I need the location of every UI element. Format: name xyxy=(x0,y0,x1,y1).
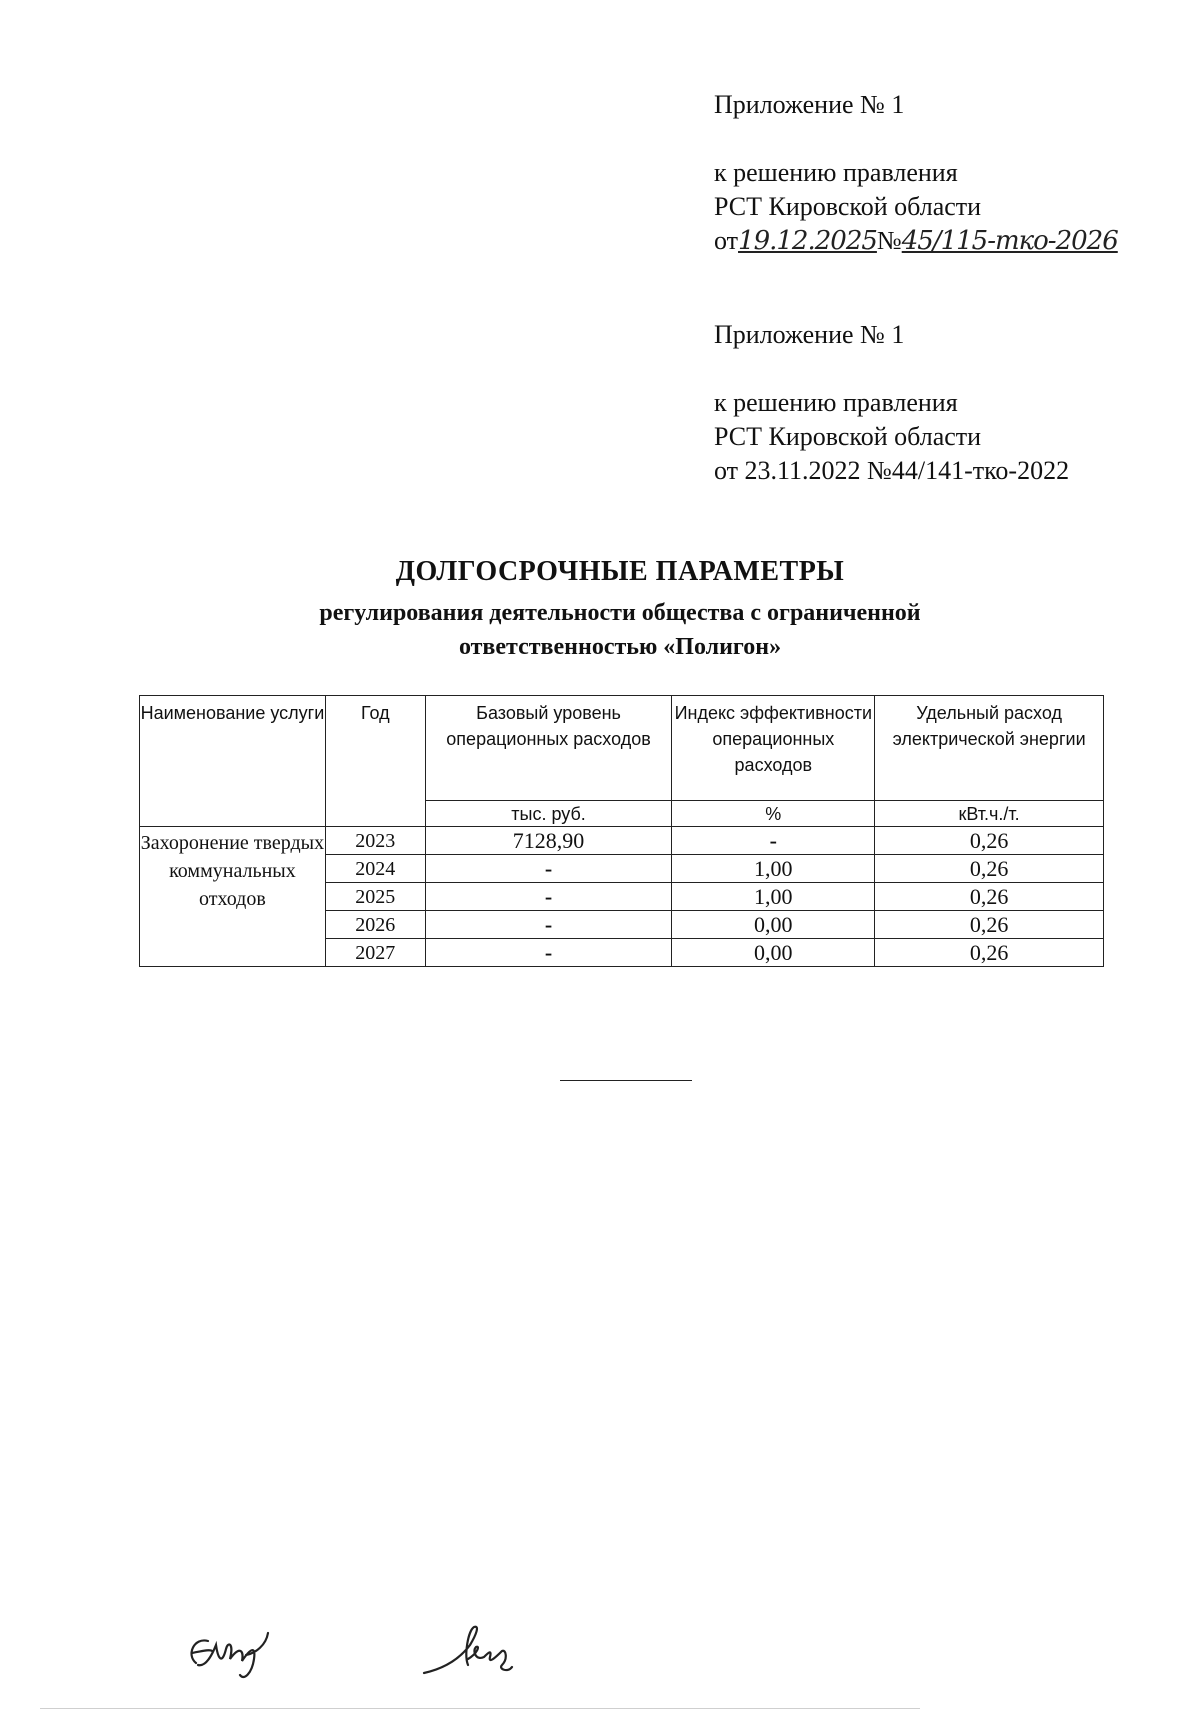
document-title: ДОЛГОСРОЧНЫЕ ПАРАМЕТРЫ xyxy=(395,556,845,587)
handwritten-number: 45/115-тко-2026 xyxy=(901,226,1118,256)
annex-date-number-line xyxy=(714,224,1118,258)
cell-base-level: - xyxy=(425,883,672,911)
cell-year: 2026 xyxy=(325,911,425,939)
cell-year: 2023 xyxy=(325,827,425,855)
parameters-table-wrap xyxy=(139,695,1104,967)
from-prefix: от xyxy=(714,226,739,255)
annex-date-number-line: от 23.11.2022 №44/141-тко-2022 xyxy=(714,456,1070,485)
cell-base-level: - xyxy=(425,911,672,939)
signature-first xyxy=(182,1615,292,1685)
cell-year: 2027 xyxy=(325,939,425,967)
annex-decision-line: к решению правления xyxy=(714,158,958,187)
cell-energy: 0,26 xyxy=(875,883,1104,911)
subtitle-line-1: регулирования деятельности общества с ограниченной xyxy=(319,600,921,626)
handwritten-date: 19.12.2025 xyxy=(738,226,877,256)
cell-efficiency-index: 0,00 xyxy=(672,939,875,967)
cell-efficiency-index: 0,00 xyxy=(672,911,875,939)
annex-title: Приложение № 1 xyxy=(714,320,905,349)
unit-efficiency-index: % xyxy=(672,801,875,827)
number-prefix: № xyxy=(876,226,902,255)
table-header-row xyxy=(140,696,1104,801)
subtitle-line-2: ответственностью «Полигон» xyxy=(458,634,782,660)
cell-year: 2024 xyxy=(325,855,425,883)
annex-authority-line: РСТ Кировской области xyxy=(714,192,982,221)
cell-base-level: - xyxy=(425,855,672,883)
header-energy: Удельный расход электрической энергии xyxy=(875,696,1104,801)
unit-energy: кВт.ч./т. xyxy=(875,801,1104,827)
cell-efficiency-index: - xyxy=(672,827,875,855)
cell-energy: 0,26 xyxy=(875,911,1104,939)
cell-energy: 0,26 xyxy=(875,855,1104,883)
scan-edge-line xyxy=(40,1708,920,1709)
annex-authority-line: РСТ Кировской области xyxy=(714,422,982,451)
header-year: Год xyxy=(325,696,425,827)
cell-year: 2025 xyxy=(325,883,425,911)
closing-separator xyxy=(560,1080,692,1081)
header-base-level: Базовый уровень операционных расходов xyxy=(425,696,672,801)
signature-second xyxy=(418,1615,528,1685)
cell-efficiency-index: 1,00 xyxy=(672,855,875,883)
cell-energy: 0,26 xyxy=(875,939,1104,967)
annex-header-new xyxy=(714,88,1118,258)
cell-base-level: - xyxy=(425,939,672,967)
annex-title: Приложение № 1 xyxy=(714,90,905,119)
cell-efficiency-index: 1,00 xyxy=(672,883,875,911)
table-row xyxy=(140,827,1104,855)
header-efficiency-index: Индекс эффективности операционных расходов xyxy=(672,696,875,801)
cell-base-level: 7128,90 xyxy=(425,827,672,855)
header-service: Наименование услуги xyxy=(140,696,326,827)
unit-base-level: тыс. руб. xyxy=(425,801,672,827)
document-subtitle xyxy=(0,596,1200,664)
service-name: Захоронение твердых коммунальных отходов xyxy=(140,827,326,967)
annex-decision-line: к решению правления xyxy=(714,388,958,417)
annex-header-original xyxy=(714,318,1069,488)
cell-energy: 0,26 xyxy=(875,827,1104,855)
parameters-table xyxy=(139,695,1104,967)
